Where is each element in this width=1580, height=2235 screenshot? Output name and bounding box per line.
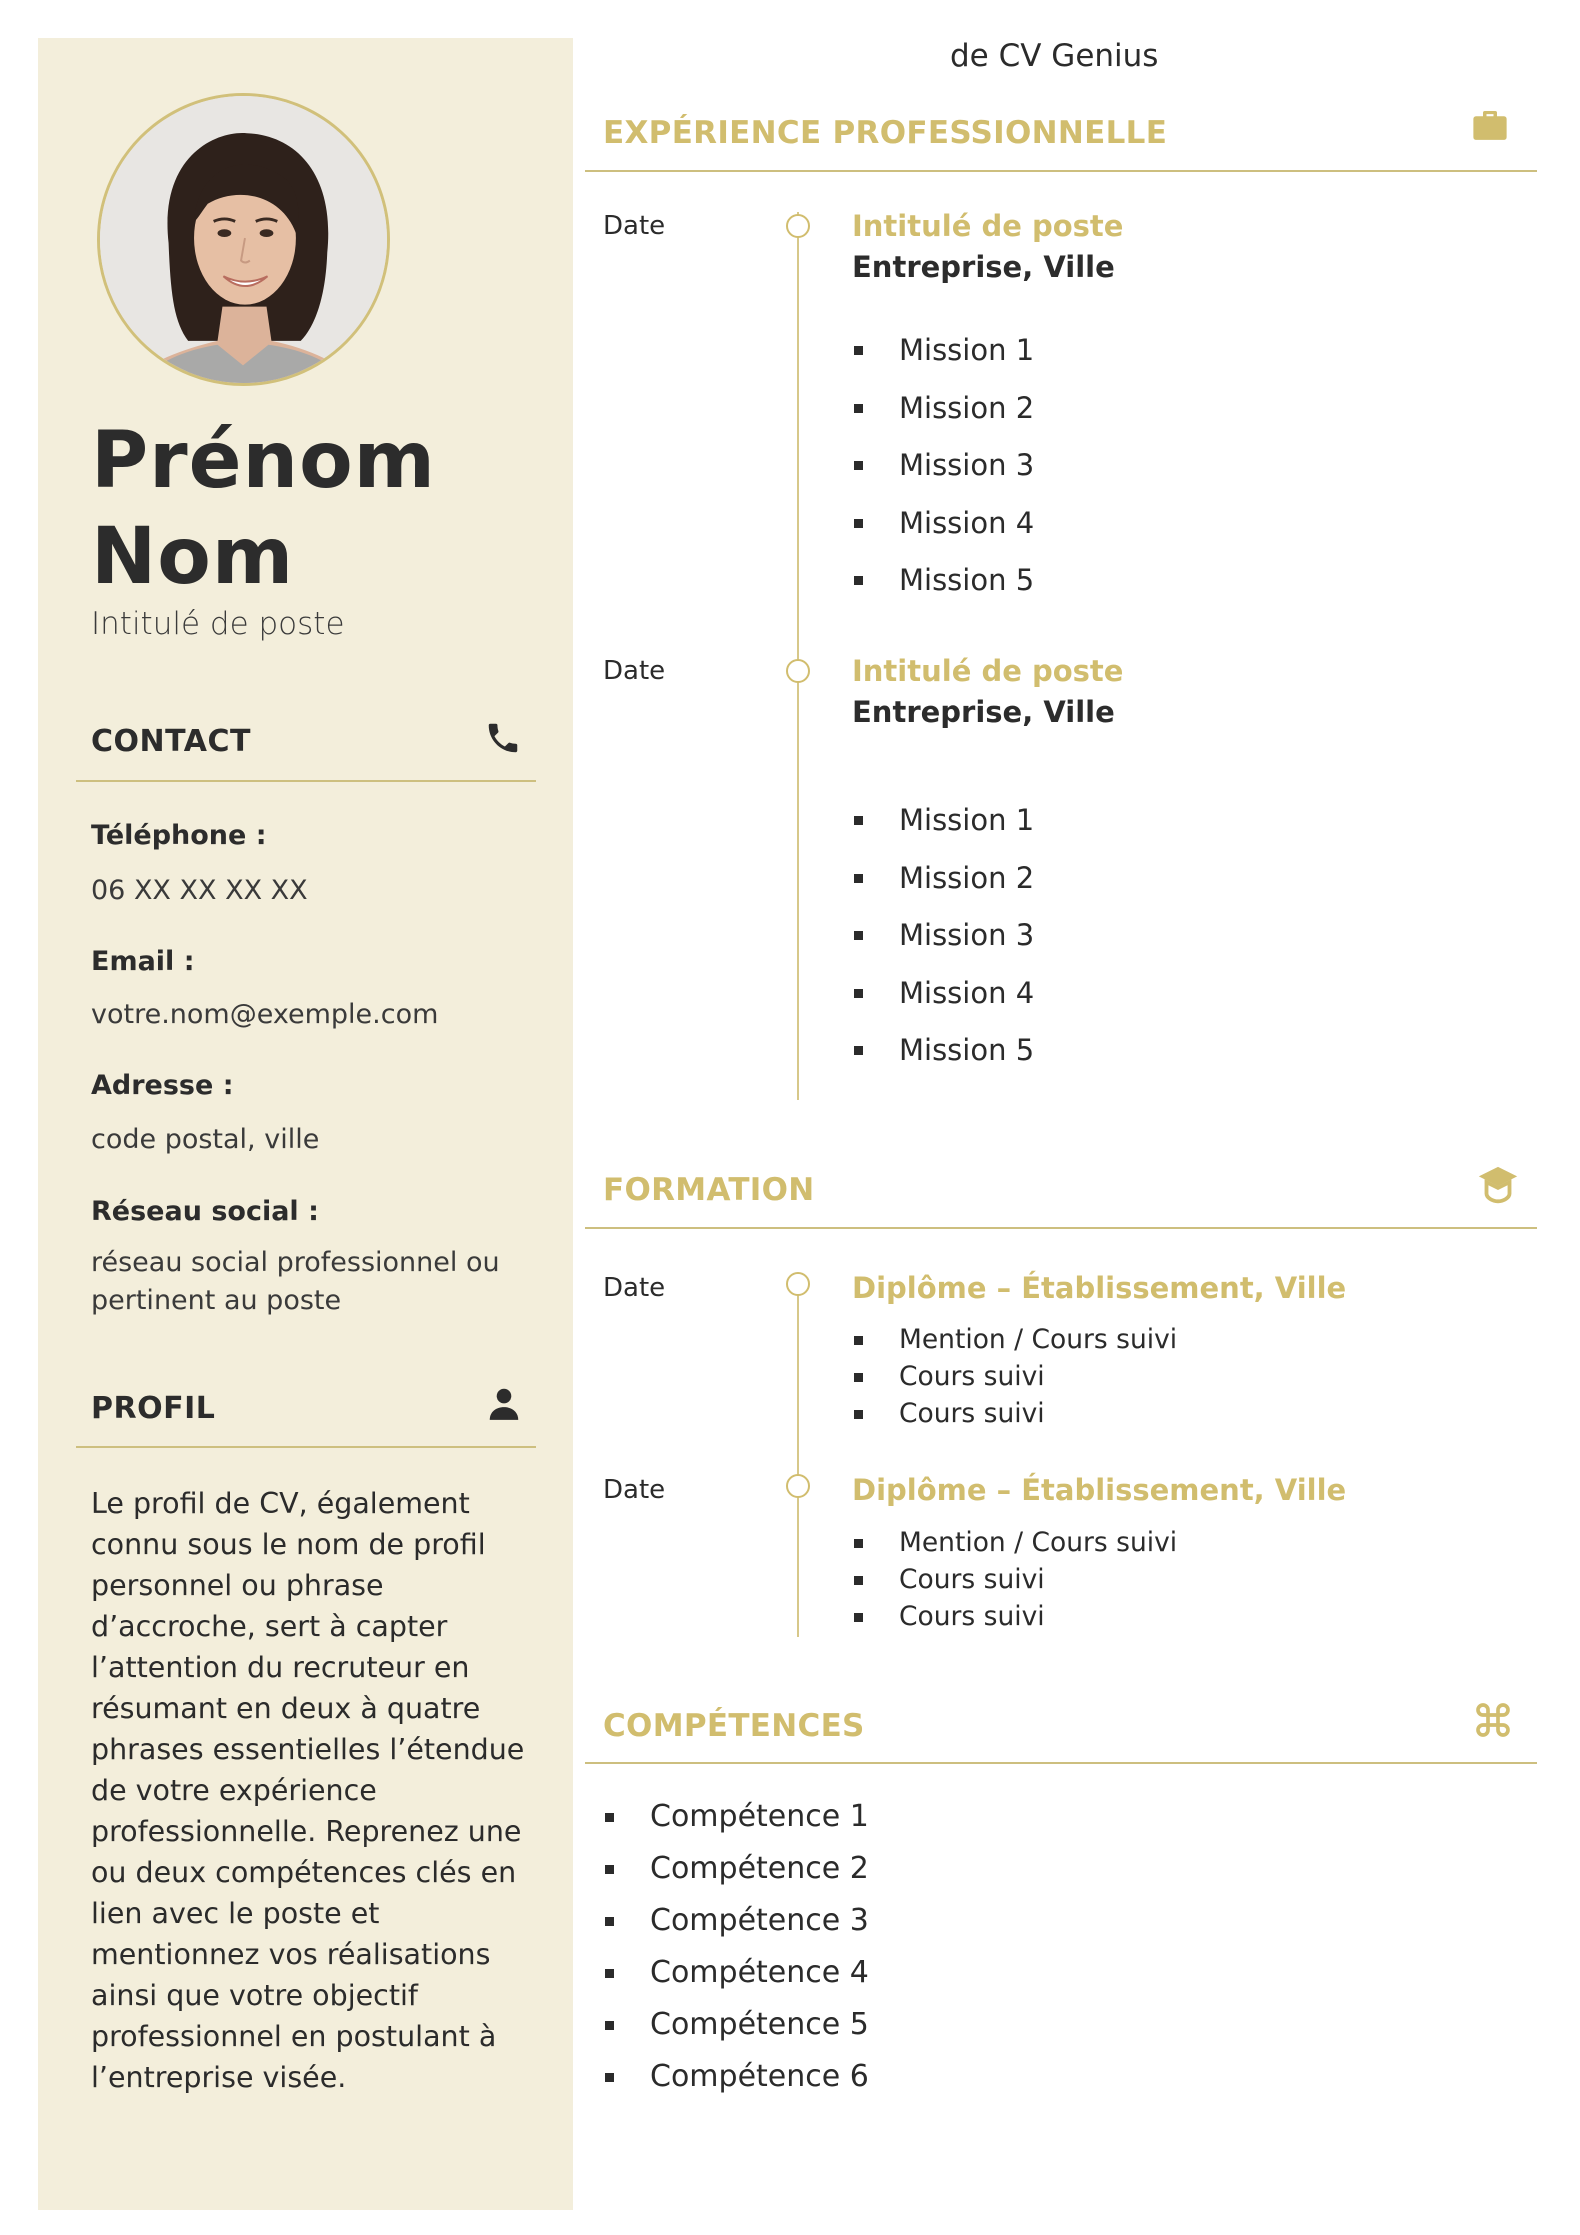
user-icon (485, 1384, 523, 1424)
page-caption: de CV Genius (950, 38, 1159, 74)
profile-heading: PROFIL (91, 1391, 216, 1426)
list-item: Mission 1 (852, 800, 1034, 858)
experience-heading: EXPÉRIENCE PROFESSIONNELLE (603, 115, 1168, 151)
experience-divider (585, 170, 1537, 172)
phone-value: 06 XX XX XX XX (91, 875, 308, 906)
list-item: Cours suivi (852, 1361, 1177, 1398)
list-item: Cours suivi (852, 1564, 1177, 1601)
experience-timeline (797, 212, 799, 1100)
list-item: Mention / Cours suivi (852, 1527, 1177, 1564)
social-value: réseau social professionnel ou pertinent au poste (91, 1247, 500, 1316)
experience-date: Date (603, 656, 666, 686)
list-item: Mission 2 (852, 388, 1034, 446)
education-date: Date (603, 1475, 666, 1505)
list-item: Mission 5 (852, 560, 1034, 618)
skills-heading: COMPÉTENCES (603, 1708, 865, 1744)
graduation-cap-icon (1475, 1163, 1521, 1209)
list-item: Mission 1 (852, 330, 1034, 388)
address-label: Adresse : (91, 1070, 234, 1101)
list-item: Mission 3 (852, 915, 1034, 973)
first-name: Prénom (91, 416, 436, 506)
timeline-dot (786, 1474, 810, 1498)
mission-list (852, 330, 1034, 618)
list-item: Mission 4 (852, 503, 1034, 561)
course-list (852, 1527, 1177, 1638)
last-name: Nom (91, 512, 295, 602)
list-item: Compétence 5 (603, 2005, 869, 2057)
profile-text: Le profil de CV, également connu sous le nom de profil personnel ou phrase d’accroche, sert à capter l’attention du recruteur en résumant en deux à quatre phrases essentielles l’étendue de votre expérience professionnelle. Reprenez une ou deux compétences clés en lien avec le poste et mentionnez vos réalisations ainsi que votre objectif professionnel en postulant à l’entreprise visée. (91, 1487, 525, 2094)
phone-icon (484, 719, 522, 757)
email-label: Email : (91, 946, 195, 977)
contact-heading: CONTACT (91, 724, 251, 759)
experience-company: Entreprise, Ville (852, 250, 1115, 284)
timeline-dot (786, 659, 810, 683)
address-value: code postal, ville (91, 1124, 320, 1155)
profile-photo (97, 93, 390, 386)
skills-divider (585, 1762, 1537, 1764)
social-label: Réseau social : (91, 1196, 319, 1227)
education-timeline (797, 1277, 799, 1637)
list-item: Mission 2 (852, 858, 1034, 916)
list-item: Mention / Cours suivi (852, 1324, 1177, 1361)
list-item: Compétence 2 (603, 1849, 869, 1901)
job-title: Intitulé de poste (91, 606, 345, 642)
portrait-image (100, 96, 387, 383)
education-divider (585, 1227, 1537, 1229)
email-value: votre.nom@exemple.com (91, 999, 439, 1030)
list-item: Compétence 1 (603, 1797, 869, 1849)
list-item: Cours suivi (852, 1601, 1177, 1638)
education-heading: FORMATION (603, 1172, 815, 1208)
candidate-name (91, 413, 436, 605)
education-date: Date (603, 1273, 666, 1303)
education-title: Diplôme – Établissement, Ville (852, 1473, 1347, 1507)
briefcase-icon (1469, 104, 1511, 146)
experience-company: Entreprise, Ville (852, 695, 1115, 729)
timeline-dot (786, 214, 810, 238)
list-item: Compétence 6 (603, 2057, 869, 2109)
list-item: Mission 4 (852, 973, 1034, 1031)
experience-job-title: Intitulé de poste (852, 654, 1124, 688)
list-item: Mission 3 (852, 445, 1034, 503)
experience-job-title: Intitulé de poste (852, 209, 1124, 243)
profile-divider (76, 1446, 536, 1448)
list-item: Compétence 4 (603, 1953, 869, 2005)
list-item: Mission 5 (852, 1030, 1034, 1088)
skills-list (603, 1797, 869, 2109)
timeline-dot (786, 1272, 810, 1296)
course-list (852, 1324, 1177, 1435)
experience-date: Date (603, 211, 666, 241)
command-icon (1473, 1700, 1513, 1740)
contact-divider (76, 780, 536, 782)
list-item: Cours suivi (852, 1398, 1177, 1435)
education-title: Diplôme – Établissement, Ville (852, 1271, 1347, 1305)
sidebar (38, 38, 573, 2210)
phone-label: Téléphone : (91, 820, 267, 851)
list-item: Compétence 3 (603, 1901, 869, 1953)
mission-list (852, 800, 1034, 1088)
